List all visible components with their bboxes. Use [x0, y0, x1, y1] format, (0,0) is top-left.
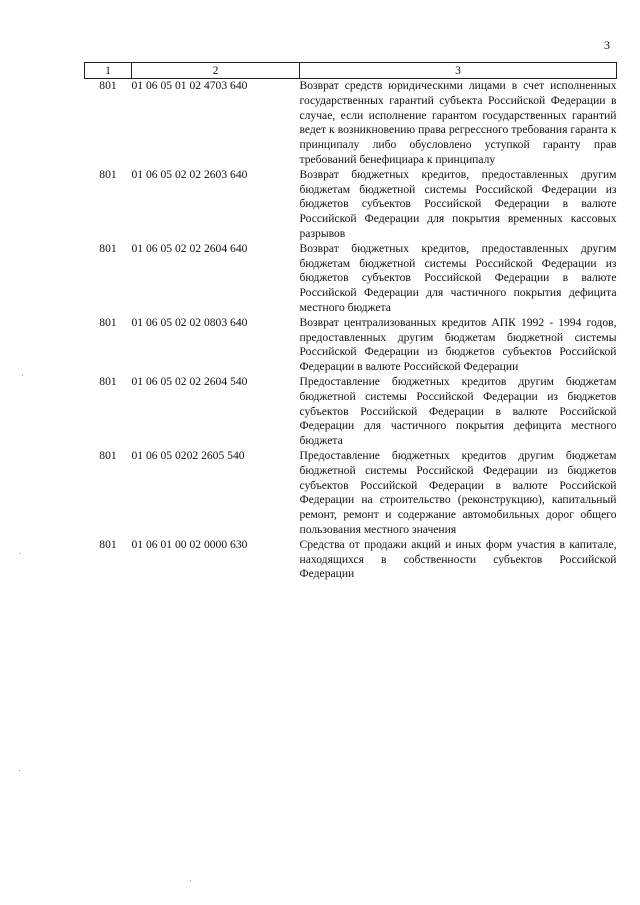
scan-speck	[190, 880, 191, 881]
admin-code-cell: 801	[99, 241, 117, 255]
budget-code-cell: 01 06 05 02 02 0803 640	[131, 315, 248, 329]
table-header	[85, 63, 617, 79]
budget-code-cell: 01 06 01 00 02 0000 630	[131, 537, 248, 551]
table-row	[85, 168, 617, 242]
page-number: 3	[604, 38, 610, 52]
admin-code-cell: 801	[99, 374, 117, 388]
table-row	[85, 449, 617, 538]
description-cell: Средства от продажи акций и иных форм участия в капитале, находящихся в собственности субъектов Российской Федерации	[299, 537, 617, 581]
table-row	[85, 242, 617, 316]
description-cell: Возврат централизованных кредитов АПК 1992 - 1994 годов, предоставленных другим бюджетам бюджетной системы Российской Федерации из бюджетов субъектов Российской Федерации в валюте Российской Федерации	[299, 315, 617, 374]
budget-code-cell: 01 06 05 01 02 4703 640	[131, 79, 248, 92]
description-cell: Предоставление бюджетных кредитов другим бюджетам бюджетной системы Российской Федерации из бюджетов субъектов Российской Федерации в валюте Российской Федерации на строительство (реконструкцию), капитальный ремонт, ремонт и содержание автомобильных дорог общего пользования местного значения	[299, 448, 617, 536]
admin-code-cell: 801	[99, 448, 117, 462]
admin-code-cell: 801	[99, 315, 117, 329]
table-row	[85, 79, 617, 168]
admin-code-cell: 801	[99, 537, 117, 551]
table-row	[85, 538, 617, 582]
description-cell: Возврат бюджетных кредитов, предоставленных другим бюджетам бюджетной системы Российской Федерации из бюджетов субъектов Российской Федерации в валюте Российской Федерации для частичного покрытия дефицита местного бюджета	[299, 241, 617, 314]
budget-codes-table	[84, 62, 617, 582]
column-header-1: 1	[85, 63, 132, 79]
column-header-2: 2	[132, 63, 300, 79]
description-cell: Возврат средств юридическими лицами в счет исполненных государственных гарантий субъекта Российской Федерации в случае, если исполнение гарантом государственных гарантий ведет к возникновению права регрессного требования гаранта к принципалу либо обусловлено уступкой гаранту прав требований бенефициара к принципалу	[299, 79, 617, 166]
admin-code-cell: 801	[99, 167, 117, 181]
budget-code-cell: 01 06 05 02 02 2604 640	[131, 241, 248, 255]
table-row	[85, 316, 617, 375]
scan-speck	[19, 770, 20, 771]
scan-speck	[22, 375, 23, 376]
scan-speck	[20, 553, 21, 554]
budget-code-cell: 01 06 05 02 02 2604 540	[131, 374, 248, 388]
description-cell: Возврат бюджетных кредитов, предоставленных другим бюджетам бюджетной системы Российской Федерации из бюджетов субъектов Российской Федерации в валюте Российской Федерации для покрытия временных кассовых разрывов	[299, 167, 617, 240]
budget-code-cell: 01 06 05 0202 2605 540	[131, 448, 245, 462]
description-cell: Предоставление бюджетных кредитов другим бюджетам бюджетной системы Российской Федерации из бюджетов субъектов Российской Федерации в валюте Российской Федерации для частичного покрытия дефицита местного бюджета	[299, 374, 617, 448]
column-header-3: 3	[300, 63, 617, 79]
budget-code-cell: 01 06 05 02 02 2603 640	[131, 167, 248, 181]
admin-code-cell: 801	[99, 79, 117, 92]
table-row	[85, 375, 617, 449]
